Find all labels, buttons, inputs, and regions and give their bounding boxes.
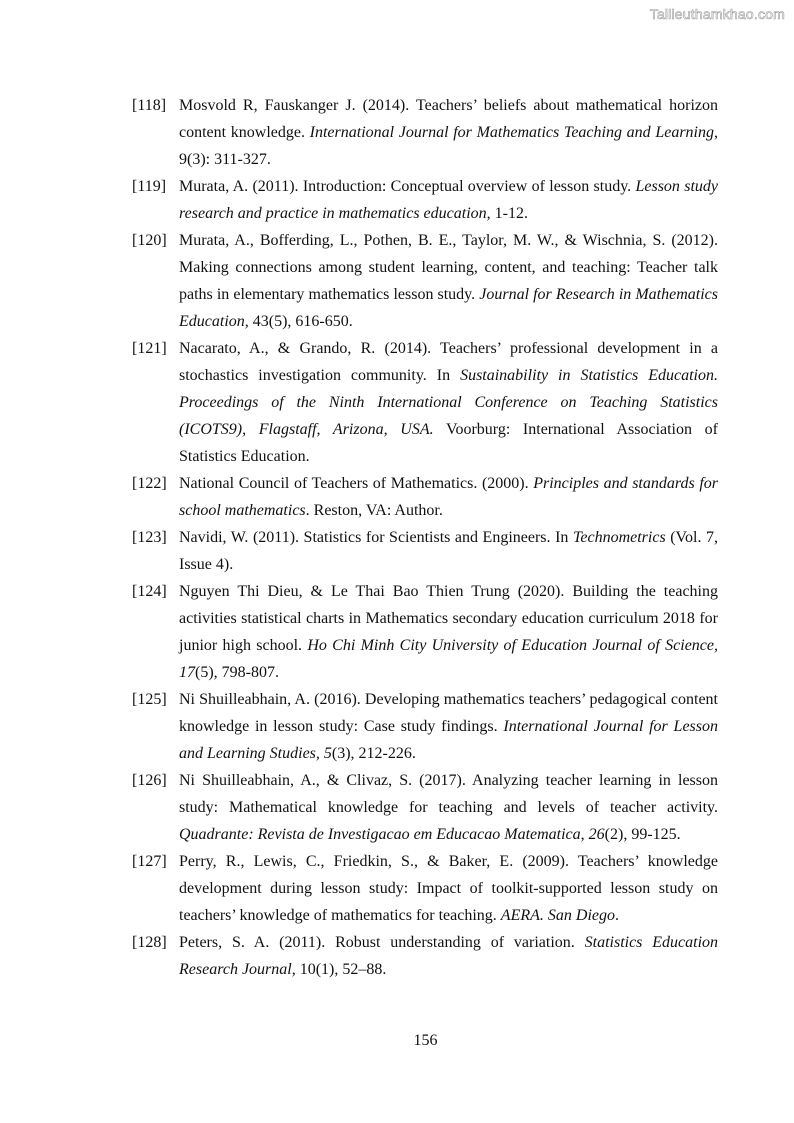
- reference-number: [118]: [132, 97, 167, 114]
- reference-number: [120]: [132, 232, 167, 249]
- reference-text-segment: Nacarato, A., & Grando, R. (2014). Teachers’ professional development in a stochastics investigation community. In: [179, 340, 718, 384]
- reference-item: [132, 686, 718, 767]
- reference-text: [179, 92, 718, 173]
- reference-number: [124]: [132, 583, 167, 600]
- reference-item: [132, 227, 718, 335]
- reference-text-segment: Navidi, W. (2011). Statistics for Scientists and Engineers. In: [179, 529, 573, 546]
- reference-text: [179, 929, 718, 983]
- reference-title-italic: Technometrics: [572, 529, 666, 546]
- reference-text-segment: Mosvold R, Fauskanger J. (2014). Teachers’ beliefs about mathematical horizon content knowledge.: [179, 97, 718, 141]
- reference-text: [179, 848, 718, 929]
- reference-title-italic: Journal for Research in Mathematics Education,: [179, 286, 719, 330]
- reference-item: [132, 470, 718, 524]
- reference-title-italic: Sustainability in Statistics Education. Proceedings of the Ninth International Conference on Teaching Statistics (ICOTS9), Flagstaff, Arizona, USA.: [179, 367, 718, 438]
- reference-number: [127]: [132, 853, 167, 870]
- reference-text-segment: . Reston, VA: Author.: [305, 502, 443, 519]
- reference-number: [122]: [132, 475, 167, 492]
- reference-number: [125]: [132, 691, 167, 708]
- reference-title-italic: Ho Chi Minh City University of Education Journal of Science, 17: [179, 637, 719, 681]
- reference-text: [179, 173, 718, 227]
- reference-text: [179, 767, 718, 848]
- reference-number: [128]: [132, 934, 167, 951]
- reference-text-segment: Peters, S. A. (2011). Robust understanding of variation.: [179, 934, 585, 951]
- reference-text-segment: (3), 212-226.: [331, 745, 416, 762]
- reference-title-italic: Lesson study research and practice in mathematics education,: [179, 178, 718, 222]
- reference-title-italic: International Journal for Lesson and Learning Studies, 5: [179, 718, 718, 762]
- reference-item: [132, 767, 718, 848]
- reference-item: [132, 335, 718, 470]
- reference-text-segment: 43(5), 616-650.: [248, 313, 353, 330]
- reference-text-segment: Murata, A., Bofferding, L., Pothen, B. E., Taylor, M. W., & Wischnia, S. (2012). Making connections among student learning, content, and teaching: Teacher talk paths in elementary mathematics lesson study.: [179, 232, 718, 303]
- reference-item: [132, 578, 718, 686]
- reference-text-segment: National Council of Teachers of Mathematics. (2000).: [179, 475, 534, 492]
- reference-title-italic: Statistics Education Research Journal: [179, 934, 719, 978]
- reference-item: [132, 848, 718, 929]
- reference-text-segment: Murata, A. (2011). Introduction: Conceptual overview of lesson study.: [179, 178, 636, 195]
- reference-title-italic: International Journal for Mathematics Teaching and Learning: [309, 124, 715, 141]
- reference-text-segment: , 10(1), 52–88.: [291, 961, 387, 978]
- reference-number: [123]: [132, 529, 167, 546]
- reference-text-segment: (5), 798-807.: [195, 664, 279, 681]
- reference-number: [121]: [132, 340, 167, 357]
- reference-text-segment: ,: [580, 826, 589, 843]
- reference-number: [119]: [132, 178, 167, 195]
- reference-number: [126]: [132, 772, 167, 789]
- reference-text: [179, 578, 718, 686]
- reference-title-italic: Quadrante: Revista de Investigacao em Educacao Matematica: [179, 826, 581, 843]
- reference-title-italic: Principles and standards for school mathematics: [179, 475, 718, 519]
- reference-title-italic: 26: [588, 826, 605, 843]
- reference-item: [132, 929, 718, 983]
- reference-list: [132, 92, 718, 983]
- watermark: Tailieuthamkhao.com: [649, 6, 785, 22]
- reference-text-segment: 1-12.: [490, 205, 528, 222]
- reference-text-segment: (2), 99-125.: [604, 826, 681, 843]
- reference-text-segment: Nguyen Thi Dieu, & Le Thai Bao Thien Trung (2020). Building the teaching activities statistical charts in Mathematics secondary education curriculum 2018 for junior high school.: [179, 583, 718, 654]
- reference-text-segment: Perry, R., Lewis, C., Friedkin, S., & Baker, E. (2009). Teachers’ knowledge development during lesson study: Impact of toolkit-supported lesson study on teachers’ knowledge of mathematics for teaching.: [179, 853, 718, 924]
- reference-text-segment: Ni Shuilleabhain, A., & Clivaz, S. (2017). Analyzing teacher learning in lesson study: Mathematical knowledge for teaching and levels of teacher activity.: [179, 772, 718, 816]
- reference-text: [179, 227, 718, 335]
- reference-item: [132, 524, 718, 578]
- reference-text-segment: Ni Shuilleabhain, A. (2016). Developing mathematics teachers’ pedagogical content knowledge in lesson study: Case study findings.: [179, 691, 718, 735]
- reference-text: [179, 686, 718, 767]
- reference-text-segment: (Vol. 7, Issue 4).: [179, 529, 719, 573]
- reference-text: [179, 524, 718, 578]
- reference-text-segment: Voorburg: International Association of Statistics Education.: [179, 421, 718, 465]
- reference-item: [132, 173, 718, 227]
- reference-title-italic: AERA. San Diego: [500, 907, 615, 924]
- reference-text: [179, 335, 718, 470]
- reference-text-segment: , 9(3): 311-327.: [179, 124, 719, 168]
- page-number: 156: [413, 1032, 438, 1049]
- reference-text-segment: .: [615, 907, 619, 924]
- reference-item: [132, 92, 718, 173]
- reference-text: [179, 470, 718, 524]
